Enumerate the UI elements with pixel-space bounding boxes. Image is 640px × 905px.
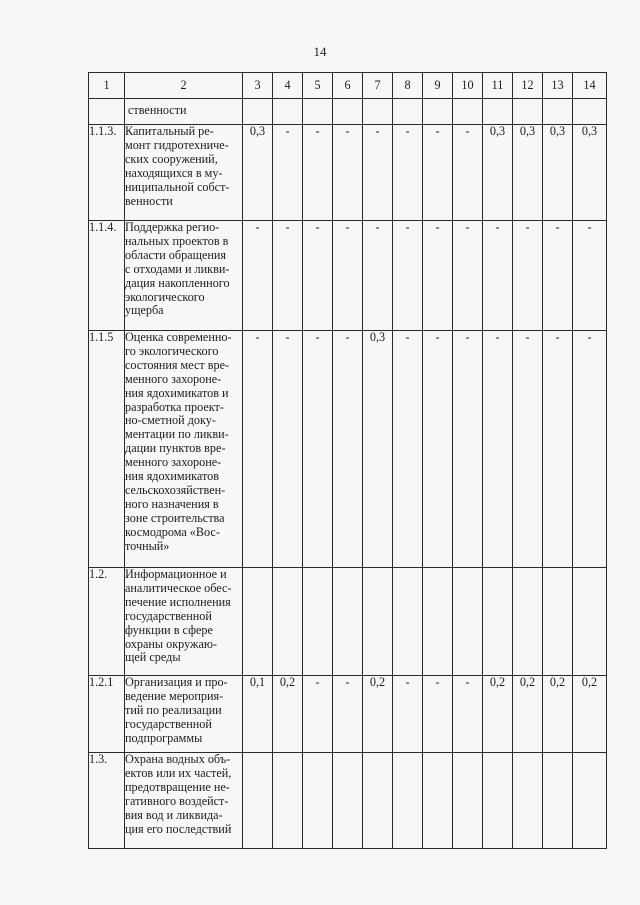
value-cell: -: [453, 676, 483, 753]
row-number: 1.3.: [89, 753, 125, 849]
header-cell: 3: [243, 73, 273, 99]
description-line: вия вод и ликвида-: [125, 807, 223, 822]
value-cell: -: [393, 676, 423, 753]
description-line: космодрома «Вос-: [125, 524, 220, 539]
value-cell: -: [273, 125, 303, 221]
value-cell: -: [303, 676, 333, 753]
value-cell: [453, 753, 483, 849]
description-line: находящихся в му-: [125, 165, 223, 180]
value-cell: [333, 753, 363, 849]
value-cell: -: [543, 331, 573, 568]
value-cell: -: [453, 221, 483, 331]
value-cell: [273, 99, 303, 125]
value-cell: [363, 99, 393, 125]
description-line: аналитическое обес-: [125, 580, 232, 595]
value-cell: [243, 753, 273, 849]
header-cell: 13: [543, 73, 573, 99]
value-cell: [303, 568, 333, 676]
description-line: ущерба: [125, 303, 164, 318]
value-cell: 0,1: [243, 676, 273, 753]
value-cell: [423, 99, 453, 125]
header-row: [89, 73, 607, 99]
description-line: Поддержка регио-: [125, 220, 220, 234]
value-cell: [513, 568, 543, 676]
description-line: ция его последствий: [125, 821, 232, 836]
table-row: [89, 221, 607, 331]
value-cell: -: [393, 331, 423, 568]
description-line: венности: [125, 193, 173, 208]
value-cell: -: [513, 221, 543, 331]
value-cell: 0,3: [363, 331, 393, 568]
description-line: но-сметной доку-: [125, 413, 216, 428]
value-cell: [273, 753, 303, 849]
description-line: ектов или их частей,: [125, 765, 232, 780]
description-line: Капитальный ре-: [125, 124, 214, 138]
description-line: ния ядохимикатов: [125, 469, 219, 484]
row-description: [125, 676, 243, 753]
value-cell: -: [333, 221, 363, 331]
description-line: Организация и про-: [125, 675, 228, 689]
value-cell: [543, 568, 573, 676]
description-line: ментации по ликви-: [125, 427, 229, 442]
header-cell: 2: [125, 73, 243, 99]
description-line: щей среды: [125, 650, 181, 665]
value-cell: -: [453, 125, 483, 221]
row-description: [125, 221, 243, 331]
description-line: ния ядохимикатов и: [125, 385, 229, 400]
value-cell: -: [423, 221, 453, 331]
description-line: печение исполнения: [125, 594, 231, 609]
description-line: охраны окружаю-: [125, 636, 218, 651]
value-cell: [303, 753, 333, 849]
table-row: [89, 331, 607, 568]
row-description: [125, 331, 243, 568]
header-cell: 10: [453, 73, 483, 99]
value-cell: [423, 753, 453, 849]
value-cell: [513, 99, 543, 125]
description-line: предотвращение не-: [125, 779, 230, 794]
description-line: Информационное и: [125, 567, 227, 581]
description-line: государственной: [125, 608, 212, 623]
value-cell: 0,2: [273, 676, 303, 753]
value-cell: [393, 99, 423, 125]
description-line: подпрограммы: [125, 730, 203, 745]
value-cell: 0,3: [543, 125, 573, 221]
table-row: [89, 568, 607, 676]
row-description: [125, 99, 243, 125]
value-cell: -: [303, 221, 333, 331]
description-line: области обращения: [125, 247, 227, 262]
value-cell: -: [393, 125, 423, 221]
row-number: 1.2.1: [89, 676, 125, 753]
value-cell: [333, 568, 363, 676]
value-cell: [513, 753, 543, 849]
value-cell: -: [573, 331, 607, 568]
description-line: дации пунктов вре-: [125, 441, 226, 456]
value-cell: 0,2: [573, 676, 607, 753]
row-number: 1.1.3.: [89, 125, 125, 221]
description-line: разработка проект-: [125, 399, 224, 414]
value-cell: [543, 99, 573, 125]
value-cell: -: [303, 125, 333, 221]
description-line: гативного воздейст-: [125, 793, 229, 808]
header-cell: 5: [303, 73, 333, 99]
value-cell: -: [483, 221, 513, 331]
value-cell: [483, 99, 513, 125]
value-cell: [333, 99, 363, 125]
value-cell: -: [243, 221, 273, 331]
value-cell: [243, 568, 273, 676]
table-row: [89, 676, 607, 753]
value-cell: 0,2: [363, 676, 393, 753]
header-cell: 8: [393, 73, 423, 99]
value-cell: -: [303, 331, 333, 568]
value-cell: -: [573, 221, 607, 331]
description-line: экологического: [125, 289, 205, 304]
table-row: [89, 125, 607, 221]
description-line: зоне строительства: [125, 510, 225, 525]
value-cell: [573, 99, 607, 125]
value-cell: -: [483, 331, 513, 568]
header-cell: 7: [363, 73, 393, 99]
description-line: ниципальной собст-: [125, 179, 230, 194]
value-cell: [393, 753, 423, 849]
value-cell: -: [453, 331, 483, 568]
row-number: 1.1.4.: [89, 221, 125, 331]
description-line: функции в сфере: [125, 622, 213, 637]
value-cell: [453, 568, 483, 676]
value-cell: -: [243, 331, 273, 568]
value-cell: [303, 99, 333, 125]
description-line: менного захороне-: [125, 455, 222, 470]
description-line: дация накопленного: [125, 275, 230, 290]
value-cell: -: [363, 125, 393, 221]
description-line: монт гидротехниче-: [125, 137, 229, 152]
value-cell: [543, 753, 573, 849]
description-line: Охрана водных объ-: [125, 752, 231, 766]
description-line: тий по реализации: [125, 702, 222, 717]
description-line: ских сооружений,: [125, 151, 218, 166]
value-cell: -: [333, 331, 363, 568]
row-description: [125, 753, 243, 849]
value-cell: [243, 99, 273, 125]
header-cell: 14: [573, 73, 607, 99]
header-cell: 11: [483, 73, 513, 99]
description-line: ственности: [128, 103, 187, 117]
description-line: Оценка современно-: [125, 330, 232, 344]
value-cell: -: [423, 676, 453, 753]
value-cell: [273, 568, 303, 676]
program-table: [88, 72, 607, 849]
value-cell: 0,3: [483, 125, 513, 221]
value-cell: [573, 753, 607, 849]
value-cell: -: [423, 125, 453, 221]
description-line: ного назначения в: [125, 496, 219, 511]
value-cell: [573, 568, 607, 676]
value-cell: 0,3: [243, 125, 273, 221]
value-cell: [453, 99, 483, 125]
value-cell: -: [513, 331, 543, 568]
value-cell: -: [273, 331, 303, 568]
row-number: 1.2.: [89, 568, 125, 676]
value-cell: [483, 568, 513, 676]
row-number: [89, 99, 125, 125]
value-cell: 0,3: [573, 125, 607, 221]
header-cell: 9: [423, 73, 453, 99]
header-cell: 6: [333, 73, 363, 99]
description-line: точный»: [125, 538, 170, 553]
description-line: с отходами и ликви-: [125, 261, 230, 276]
description-line: ведение мероприя-: [125, 688, 224, 703]
value-cell: -: [273, 221, 303, 331]
value-cell: [423, 568, 453, 676]
header-cell: 4: [273, 73, 303, 99]
value-cell: -: [543, 221, 573, 331]
row-number: 1.1.5: [89, 331, 125, 568]
value-cell: [393, 568, 423, 676]
page-number: 14: [313, 44, 327, 59]
description-line: нальных проектов в: [125, 233, 229, 248]
value-cell: -: [423, 331, 453, 568]
value-cell: 0,2: [513, 676, 543, 753]
value-cell: [363, 568, 393, 676]
description-line: сельскохозяйствен-: [125, 482, 226, 497]
description-line: го экологического: [125, 343, 219, 358]
description-line: менного захороне-: [125, 371, 222, 386]
description-line: состояния мест вре-: [125, 357, 230, 372]
value-cell: -: [333, 676, 363, 753]
value-cell: -: [333, 125, 363, 221]
value-cell: 0,2: [543, 676, 573, 753]
value-cell: -: [363, 221, 393, 331]
value-cell: [363, 753, 393, 849]
value-cell: 0,3: [513, 125, 543, 221]
value-cell: [483, 753, 513, 849]
table-row: [89, 753, 607, 849]
table-row: [89, 99, 607, 125]
header-cell: 1: [89, 73, 125, 99]
value-cell: -: [393, 221, 423, 331]
row-description: [125, 125, 243, 221]
value-cell: 0,2: [483, 676, 513, 753]
description-line: государственной: [125, 716, 212, 731]
row-description: [125, 568, 243, 676]
header-cell: 12: [513, 73, 543, 99]
